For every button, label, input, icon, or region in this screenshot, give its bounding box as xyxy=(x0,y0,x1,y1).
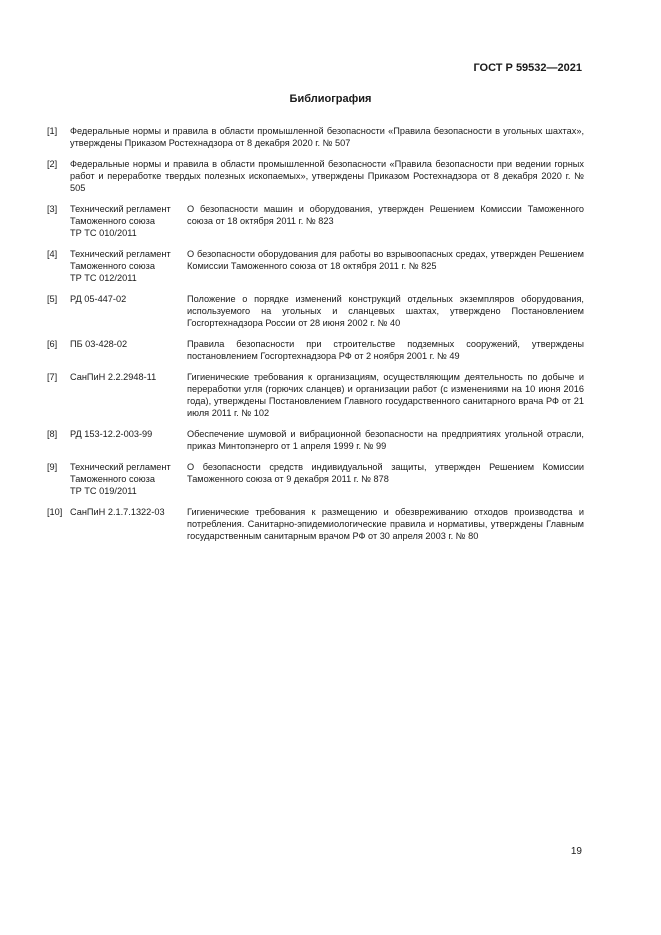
reference-description: Гигиенические требования к организациям, осуществляющим деятельность по добыче и переработки угля (горючих сланцев) и организации работ (с изменениями на 10 июня 2016 года), утверждены Постановлением Главного государственного санитарного врача РФ от 21 июля 2011 г. № 102 xyxy=(187,372,584,418)
reference-description: О безопасности оборудования для работы во взрывоопасных средах, утвержден Решением Комиссии Таможенного союза от 18 октября 2011 г. № 825 xyxy=(187,249,584,271)
reference-document: РД 05-447-02 xyxy=(70,294,127,304)
reference-10 xyxy=(47,506,584,542)
reference-3 xyxy=(47,203,584,239)
reference-number: [2] xyxy=(47,159,58,169)
reference-number: [3] xyxy=(47,204,58,214)
bibliography-list xyxy=(47,125,584,551)
reference-document: Технический регламент Таможенного союза ТР ТС 012/2011 xyxy=(70,249,171,283)
reference-number: [10] xyxy=(47,507,63,517)
reference-number: [6] xyxy=(47,339,58,349)
reference-number: [5] xyxy=(47,294,58,304)
reference-description: Положение о порядке изменений конструкций отдельных экземпляров оборудования, используемого на угольных и сланцевых шахтах, утверждено Постановлением Госгортехнадзора России от 28 июня 2002 г. № 40 xyxy=(187,294,584,328)
reference-number: [4] xyxy=(47,249,58,259)
reference-5 xyxy=(47,293,584,329)
reference-document: СанПиН 2.1.7.1322-03 xyxy=(70,507,165,517)
reference-description: О безопасности средств индивидуальной защиты, утвержден Решением Комиссии Таможенного союза от 9 декабря 2011 г. № 878 xyxy=(187,462,584,484)
reference-9 xyxy=(47,461,584,497)
reference-description: Правила безопасности при строительстве подземных сооружений, утверждены постановлением Госгортехнадзора РФ от 2 ноября 2001 г. № 49 xyxy=(187,339,584,361)
reference-4 xyxy=(47,248,584,284)
reference-number: [8] xyxy=(47,429,58,439)
reference-1 xyxy=(47,125,584,149)
reference-document: РД 153-12.2-003-99 xyxy=(70,429,153,439)
reference-number: [9] xyxy=(47,462,58,472)
reference-text: Федеральные нормы и правила в области промышленной безопасности «Правила безопасности в угольных шахтах», утверждены Приказом Ростехнадзора от 8 декабря 2020 г. № 507 xyxy=(70,126,584,148)
reference-8 xyxy=(47,428,584,452)
reference-document: ПБ 03-428-02 xyxy=(70,339,128,349)
reference-document: СанПиН 2.2.2948-11 xyxy=(70,372,157,382)
page-title: Библиография xyxy=(289,93,372,105)
page-number: 19 xyxy=(570,846,582,857)
reference-number: [7] xyxy=(47,372,58,382)
reference-7 xyxy=(47,371,584,419)
reference-number: [1] xyxy=(47,126,58,136)
reference-document: Технический регламент Таможенного союза ТР ТС 010/2011 xyxy=(70,204,171,238)
reference-document: Технический регламент Таможенного союза ТР ТС 019/2011 xyxy=(70,462,171,496)
reference-description: Гигиенические требования к размещению и обезвреживанию отходов производства и потребления. Санитарно-эпидемиологические правила и нормативы, утверждены Главным государственным санитарным врачом РФ от 30 апреля 2003 г. № 80 xyxy=(187,507,584,541)
reference-text: Федеральные нормы и правила в области промышленной безопасности «Правила безопасности при ведении горных работ и переработке твердых полезных ископаемых», утверждены Приказом Ростехнадзора от 8 декабря 2020 г. № 505 xyxy=(70,159,584,193)
reference-description: О безопасности машин и оборудования, утвержден Решением Комиссии Таможенного союза от 18 октября 2011 г. № 823 xyxy=(187,204,584,226)
reference-description: Обеспечение шумовой и вибрационной безопасности на предприятиях угольной отрасли, приказ Минтопэнерго от 1 апреля 1999 г. № 99 xyxy=(187,429,584,451)
reference-2 xyxy=(47,158,584,194)
document-id: ГОСТ Р 59532—2021 xyxy=(473,62,582,74)
reference-6 xyxy=(47,338,584,362)
